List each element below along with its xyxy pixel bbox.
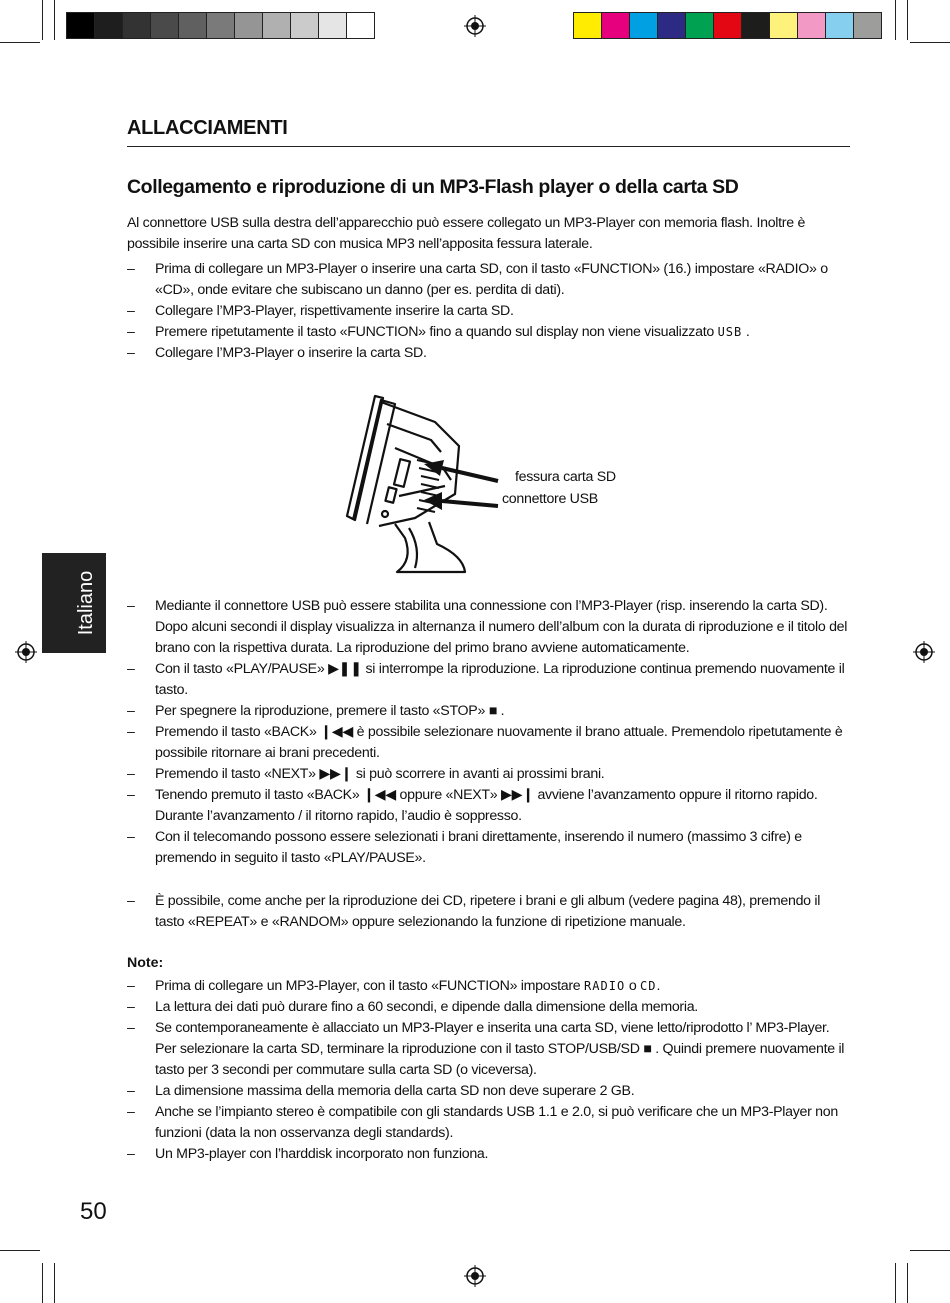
color-swatch <box>346 12 375 39</box>
color-swatch <box>685 12 714 39</box>
color-swatch <box>66 12 95 39</box>
usage-list <box>127 596 852 869</box>
list-item-text: È possibile, come anche per la riproduzione dei CD, ripetere i brani e gli album (vedere pagina 48), premendo il tasto «REPEAT» e «RANDOM» oppure selezionando la funzione di ripetizione manuale. <box>155 893 821 930</box>
color-swatch <box>122 12 151 39</box>
subsection-title: Collegamento e riproduzione di un MP3-Flash player o della carta SD <box>127 176 739 198</box>
diagram-arrows <box>420 458 510 518</box>
color-swatch <box>262 12 291 39</box>
color-swatch <box>94 12 123 39</box>
color-swatch <box>741 12 770 39</box>
list-item-text: Prima di collegare un MP3-Player, con il tasto «FUNCTION» impostare <box>155 978 585 994</box>
list-item-text: La dimensione massima della memoria della carta SD non deve superare 2 GB. <box>155 1083 635 1099</box>
color-swatch <box>769 12 798 39</box>
list-item-text: è possibile selezionare nuovamente il brano attuale. Premendolo ripetutamente è possibile ritornare ai brani precedenti. <box>155 724 843 761</box>
list-item-text: Per spegnere la riproduzione, premere il tasto «STOP» <box>155 703 489 719</box>
stop-icon: ■ <box>643 1041 652 1057</box>
lcd-usb-indicator: USB <box>717 325 743 339</box>
list-item <box>127 1018 852 1081</box>
color-swatch <box>853 12 882 39</box>
color-swatch <box>573 12 602 39</box>
list-item-text: Premendo il tasto «BACK» <box>155 724 321 740</box>
back-icon: ❙◀◀ <box>363 787 396 803</box>
list-item-text: Prima di collegare un MP3-Player o inserire una carta SD, con il tasto «FUNCTION» (16.) impostare «RADIO» o «CD», onde evitare che subiscano un danno (per es. perdita di dati). <box>155 261 828 298</box>
list-item <box>127 1102 852 1144</box>
list-item-text: avviene l’avanzamento oppure il ritorno rapido. Durante l’avanzamento / il ritorno rapido, l’audio è soppresso. <box>155 787 818 824</box>
list-item-text: si interrompe la riproduzione. La riproduzione continua premendo nuovamente il tasto. <box>155 661 845 698</box>
list-item <box>127 997 852 1018</box>
play-pause-icon: ▶❚❚ <box>328 661 362 677</box>
lcd-radio-indicator: RADIO <box>584 979 626 993</box>
list-item <box>127 259 852 301</box>
color-swatch <box>150 12 179 39</box>
color-swatch <box>797 12 826 39</box>
color-swatch <box>206 12 235 39</box>
back-icon: ❙◀◀ <box>320 724 354 740</box>
section-title: ALLACCIAMENTI <box>127 117 288 139</box>
list-item-text: Tenendo premuto il tasto «BACK» <box>155 787 364 803</box>
list-item <box>127 976 852 997</box>
list-item <box>127 343 852 364</box>
color-swatch <box>629 12 658 39</box>
next-icon: ▶▶❙ <box>319 766 353 782</box>
page-number: 50 <box>80 1198 107 1225</box>
list-item-text: Con il tasto «PLAY/PAUSE» <box>155 661 329 677</box>
list-item-text: Con il telecomando possono essere selezionati i brani direttamente, inserendo il numero (massimo 3 cifre) e premendo in seguito il tasto «PLAY/PAUSE». <box>155 829 802 866</box>
list-item-text: si può scorrere in avanti ai prossimi brani. <box>352 766 605 782</box>
intro-line: possibile inserire una carta SD con musica MP3 nell’apposita fessura laterale. <box>127 236 593 252</box>
setup-steps-list <box>127 259 852 364</box>
list-item <box>127 1144 852 1165</box>
stop-icon: ■ <box>488 703 497 719</box>
intro-paragraph <box>127 213 852 255</box>
intro-line: Al connettore USB sulla destra dell’apparecchio può essere collegato un MP3-Player con memoria flash. Inoltre è <box>127 215 806 231</box>
list-item-text: Premendo il tasto «NEXT» <box>155 766 320 782</box>
list-item-text: Anche se l’impianto stereo è compatibile con gli standards USB 1.1 e 2.0, si può verificare che un MP3-Player non funzioni (data la non osservanza degli standards). <box>155 1104 838 1141</box>
registration-mark-icon <box>464 1265 486 1287</box>
lcd-cd-indicator: CD <box>640 979 657 993</box>
list-item <box>127 785 852 827</box>
list-item-text: oppure «NEXT» <box>395 787 502 803</box>
notes-heading: Note: <box>127 955 164 971</box>
registration-mark-icon <box>913 641 935 663</box>
list-item <box>127 596 852 659</box>
list-item-text: Mediante il connettore USB può essere stabilita una connessione con l’MP3-Player (risp. inserendo la carta SD). Dopo alcuni secondi il display visualizza in alternanza il numero dell’album con la durata di riproduzione e il titolo del brano con la rispettiva durata. La riproduzione del primo brano avviene automaticamente. <box>155 598 848 656</box>
color-swatch <box>657 12 686 39</box>
list-item-text: Un MP3-player con l’harddisk incorporato non funziona. <box>155 1146 489 1162</box>
color-swatch <box>290 12 319 39</box>
list-item-text: Collegare l’MP3-Player, rispettivamente inserire la carta SD. <box>155 303 514 319</box>
list-item-text: o <box>625 978 641 994</box>
list-item-text: . <box>656 978 661 994</box>
language-tab <box>42 553 106 653</box>
notes-list <box>127 976 852 1165</box>
color-swatch <box>713 12 742 39</box>
list-item <box>127 659 852 701</box>
list-item <box>127 764 852 785</box>
repeat-note-list <box>127 891 852 933</box>
list-item <box>127 1081 852 1102</box>
color-swatch <box>234 12 263 39</box>
list-item-text: . <box>496 703 505 719</box>
registration-mark-icon <box>15 641 37 663</box>
list-item <box>127 827 852 869</box>
language-tab-label: Italiano <box>74 570 97 636</box>
list-item <box>127 301 852 322</box>
registration-mark-icon <box>464 15 486 37</box>
list-item-text: . Quindi premere nuovamente il tasto per 3 secondi per commutare sulla carta SD (o viceversa). <box>155 1041 845 1078</box>
section-divider <box>127 146 850 147</box>
list-item <box>127 322 852 343</box>
list-item-text: La lettura dei dati può durare fino a 60 secondi, e dipende dalla dimensione della memoria. <box>155 999 698 1015</box>
list-item-text: Collegare l’MP3-Player o inserire la carta SD. <box>155 345 427 361</box>
sd-slot-label: fessura carta SD <box>515 469 616 485</box>
list-item-text: Se contemporaneamente è allacciato un MP3-Player e inserita una carta SD, viene letto/riprodotto l’ MP3-Player. Per selezionare la carta SD, terminare la riproduzione con il tasto STOP/USB/SD <box>155 1020 830 1057</box>
color-swatch <box>318 12 347 39</box>
color-swatch <box>825 12 854 39</box>
list-item-text: . <box>742 324 750 340</box>
color-swatch <box>178 12 207 39</box>
list-item-text: Premere ripetutamente il tasto «FUNCTION» fino a quando sul display non viene visualizzato <box>155 324 718 340</box>
list-item <box>127 891 852 933</box>
color-swatch <box>601 12 630 39</box>
usb-port-label: connettore USB <box>502 491 598 507</box>
next-icon: ▶▶❙ <box>501 787 534 803</box>
list-item <box>127 722 852 764</box>
list-item <box>127 701 852 722</box>
